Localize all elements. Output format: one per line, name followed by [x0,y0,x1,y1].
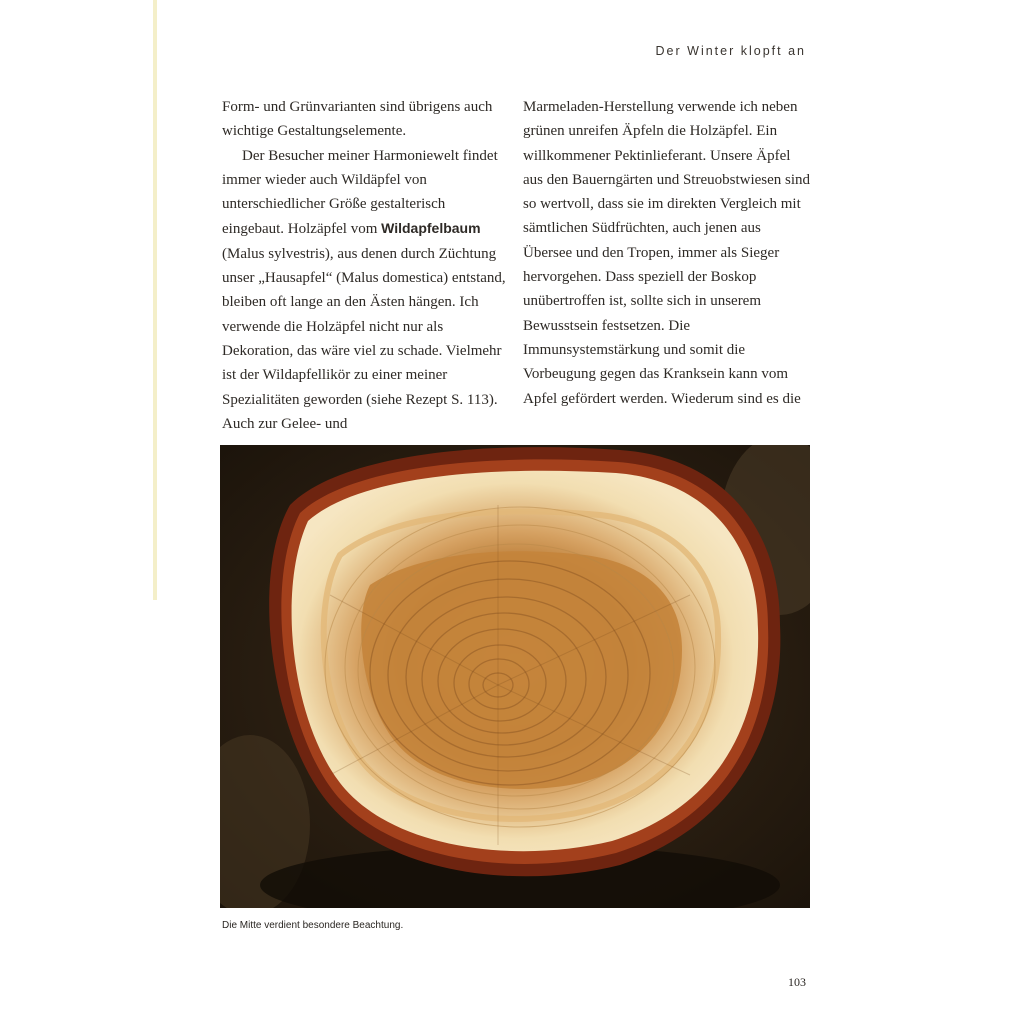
tree-trunk-cross-section-photo [220,445,810,908]
text-column-left [222,95,508,436]
keyword-wildapfelbaum: Wildapfelbaum [381,220,481,237]
text-column-right [523,95,813,411]
margin-rule [153,0,157,600]
running-head: Der Winter klopft an [655,44,806,58]
tree-rings-illustration [220,445,810,908]
paragraph: Form- und Grünvarianten sind übrigens auch wichtige Gestaltungselemente. [222,99,493,140]
photo-caption: Die Mitte verdient besondere Beachtung. [222,920,404,931]
paragraph [222,144,508,437]
page-number: 103 [788,975,806,989]
paragraph: Marmeladen-Herstellung verwende ich neben grünen unreifen Äpfeln die Holzäpfel. Ein willkommener Pektinlieferant. Unsere Äpfel aus den Bauerngärten und Streuobstwiesen sind so wertvoll, dass sie im direkten Vergleich mit sämtlichen Südfrüchten, auch jenen aus Übersee und den Tropen, immer als Sieger hervorgehen. Dass speziell der Boskop unübertroffen ist, sollte sich in unserem Bewusstsein festsetzen. Die Immunsystemstärkung und somit die Vorbeugung gegen das Kranksein kann vom Apfel gefördert werden. Wiederum sind es die [523,99,811,407]
text-run: Der Besucher meiner Harmoniewelt findet immer wieder auch Wildäpfel von unterschiedlicher Größe gestalterisch eingebaut. Holzäpfel vom [222,147,498,238]
text-run: (Malus sylvestris), aus denen durch Züchtung unser „Hausapfel“ (Malus domestica) entstand, bleiben oft lange an den Ästen hängen. Ich verwende die Holzäpfel nicht nur als Dekoration, das wäre viel zu schade. Vielmehr ist der Wildapfellikör zu einer meiner Spezialitäten geworden (siehe Rezept S. 113). Auch zur Gelee- und [222,245,506,432]
